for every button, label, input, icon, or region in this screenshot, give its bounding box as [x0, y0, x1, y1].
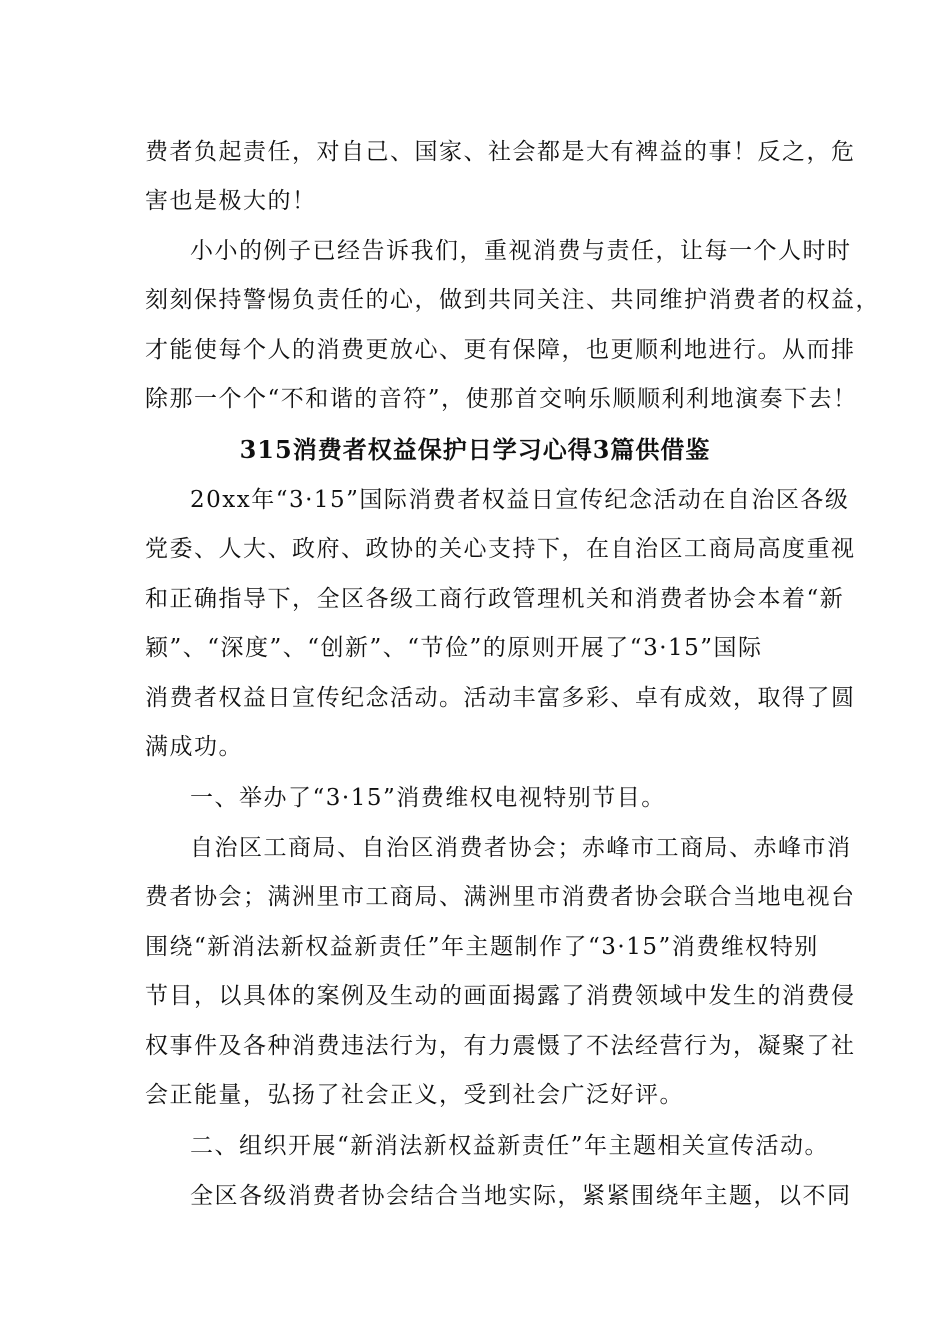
text-line: 颖”、“深度”、“创新”、“节俭”的原则开展了“3·15”国际 — [145, 635, 763, 661]
text-line: 费者负起责任，对自己、国家、社会都是大有裨益的事！反之，危 — [145, 139, 856, 165]
text-line: 会正能量，弘扬了社会正义，受到社会广泛好评。 — [145, 1082, 684, 1108]
text-line: 围绕“新消法新权益新责任”年主题制作了“3·15”消费维权特别 — [145, 934, 819, 960]
text-line: 满成功。 — [145, 734, 243, 760]
text-line: 党委、人大、政府、政协的关心支持下，在自治区工商局高度重视 — [145, 536, 856, 562]
heading-line: 二、组织开展“新消法新权益新责任”年主题相关宣传活动。 — [190, 1133, 830, 1159]
text-line: 权事件及各种消费违法行为，有力震慑了不法经营行为，凝聚了社 — [145, 1033, 856, 1059]
text-line: 全区各级消费者协会结合当地实际，紧紧围绕年主题，以不同 — [190, 1183, 852, 1209]
text-line: 刻刻保持警惕负责任的心，做到共同关注、共同维护消费者的权益， — [145, 287, 880, 313]
text-line: 害也是极大的！ — [145, 188, 317, 214]
text-line: 小小的例子已经告诉我们，重视消费与责任，让每一个人时时 — [190, 238, 852, 264]
text-line: 节目，以具体的案例及生动的画面揭露了消费领域中发生的消费侵 — [145, 983, 856, 1009]
section-title: 315消费者权益保护日学习心得3篇供借鉴 — [239, 435, 711, 464]
text-line: 才能使每个人的消费更放心、更有保障，也更顺利地进行。从而排 — [145, 337, 856, 363]
heading-line: 一、举办了“3·15”消费维权电视特别节目。 — [190, 785, 666, 811]
text-line: 和正确指导下，全区各级工商行政管理机关和消费者协会本着“新 — [145, 586, 845, 612]
text-line: 自治区工商局、自治区消费者协会；赤峰市工商局、赤峰市消 — [190, 835, 852, 861]
text-line: 除那一个个“不和谐的音符”，使那首交响乐顺顺利利地演奏下去！ — [145, 386, 858, 412]
text-line: 20xx年“3·15”国际消费者权益日宣传纪念活动在自治区各级 — [190, 487, 850, 513]
text-line: 费者协会；满洲里市工商局、满洲里市消费者协会联合当地电视台 — [145, 884, 856, 910]
text-line: 消费者权益日宣传纪念活动。活动丰富多彩、卓有成效，取得了圆 — [145, 685, 856, 711]
